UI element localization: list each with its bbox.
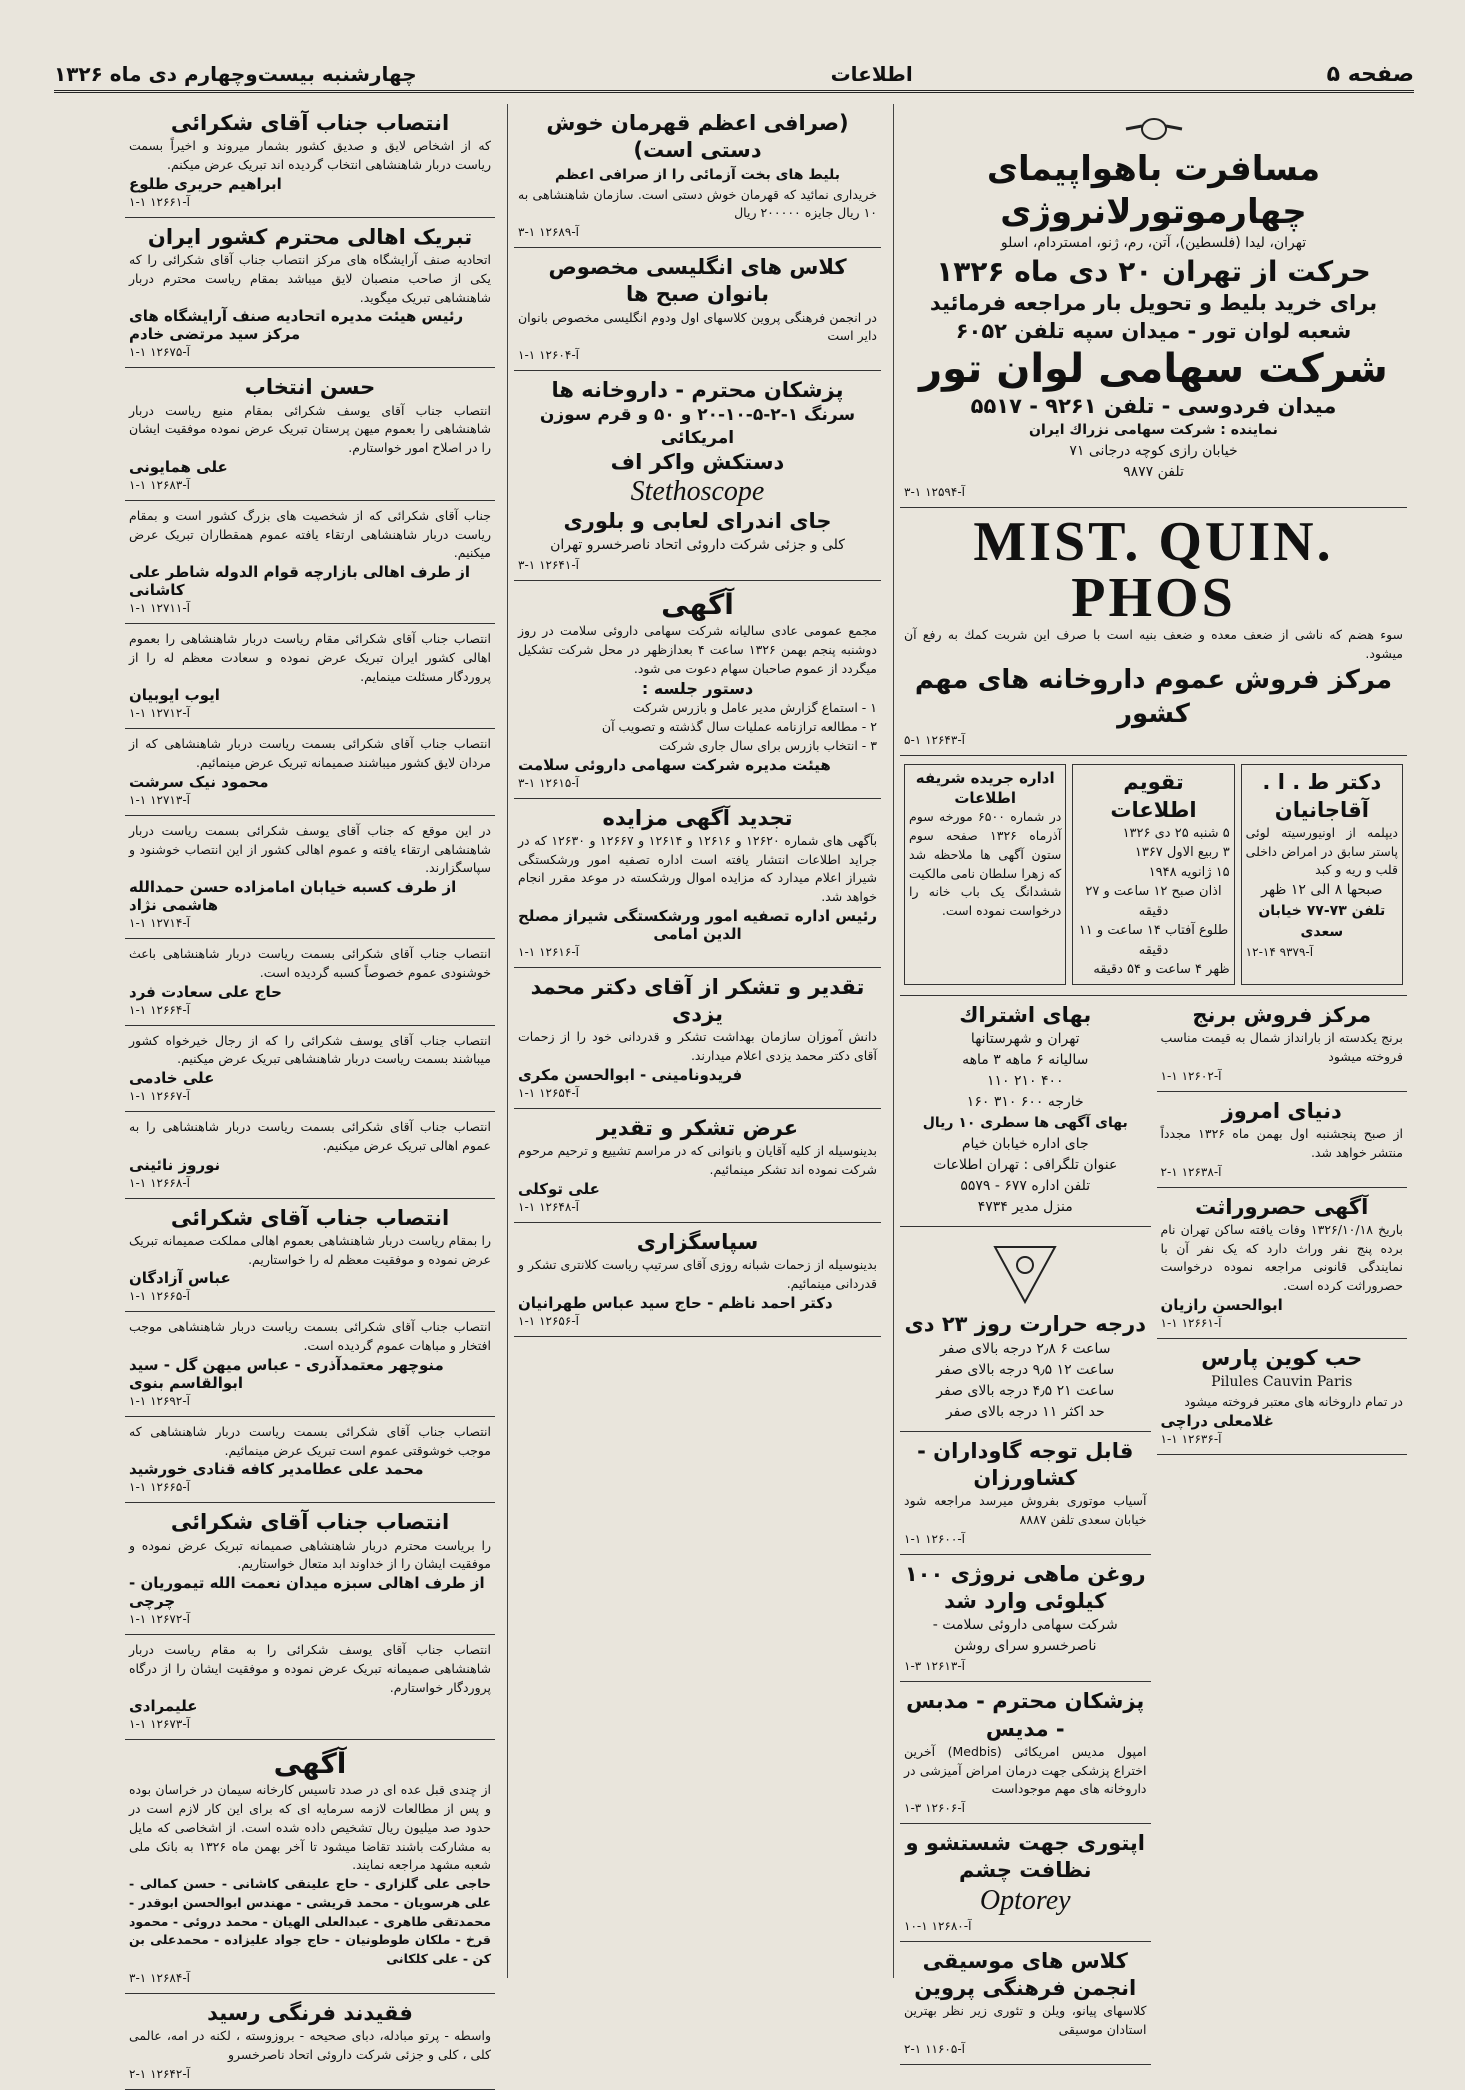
congrat-title: انتصاب جناب آقای شکرائی bbox=[170, 111, 450, 135]
congrat-text: انتصاب جناب آقای شکرائی مقام ریاست دربار شاهنشاهی را بعموم اهالی کشور ایران تبریک عرض نموده و سعادت معظم له را از پروردگار مسئلت مینمایم. bbox=[129, 631, 491, 684]
pilules-name: غلامعلی دراچی bbox=[1160, 1411, 1274, 1430]
ad-inheritance bbox=[1157, 1188, 1408, 1339]
column-middle bbox=[507, 104, 887, 1978]
congrat-ad bbox=[125, 816, 495, 939]
inheritance-title: آگهی حصروراثت bbox=[1195, 1194, 1369, 1219]
emblem-icon bbox=[904, 1237, 1147, 1307]
ad-code: آ-۱۲۶۵۴ ۱-۱ bbox=[518, 1085, 579, 1100]
meeting-title: آگهی bbox=[661, 588, 734, 622]
calendar-line: اذان صبح ۱۲ ساعت و ۲۷ دقیقه bbox=[1085, 884, 1222, 919]
congrat-text: جناب آقای شکرائی که از شخصیت های بزرگ کشور است و بمقام ریاست دربار شاهنشاهی ارتقاء یافته عموم همقطاران تبریک عرض میکنیم. bbox=[129, 507, 491, 561]
ad-optorey bbox=[900, 1824, 1151, 1942]
mist-quin-phos-center: مرکز فروش عموم داروخانه های مهم کشور bbox=[914, 664, 1393, 729]
airline-rep: نماینده : شرکت سهامی نزراك ایران bbox=[1029, 422, 1278, 439]
congrat-text: را بمقام ریاست دربار شاهنشاهی بعموم اهالی مملکت صمیمانه تبریک عرض نموده و موفقیت معظم له را خواستاریم. bbox=[129, 1232, 491, 1267]
meeting-item: ۳ - انتخاب بازرس برای سال جاری شرکت bbox=[659, 737, 877, 753]
congrat-text: که از اشخاص لایق و صدیق کشور بشمار میروند و اخیراً بسمت ریاست دربار شاهنشاهی انتخاب گردیده اند تبریک عرض میکنم. bbox=[129, 138, 491, 173]
ad-gratitude bbox=[514, 1109, 881, 1223]
ad-code: آ-۱۲۶۶۵ ۱-۱ bbox=[129, 1289, 190, 1304]
farmers-text: آسیاب موتوری بفروش میرسد مراجعه شود خیابان سعدی تلفن ۸۸۸۷ bbox=[904, 1493, 1147, 1527]
subscription-title: بهای اشتراك bbox=[959, 1002, 1092, 1027]
column-right bbox=[893, 104, 1413, 2056]
weather-row: ساعت ۲۱ ۴٫۵ درجه بالای صفر bbox=[936, 1382, 1115, 1399]
cement-title: آگهی bbox=[273, 1747, 347, 1781]
airline-departure: حرکت از تهران ۲۰ دی ماه ۱۳۲۶ bbox=[936, 255, 1371, 288]
ad-code: آ-۱۲۶۶۱ ۱-۱ bbox=[129, 194, 190, 209]
ad-code: آ-۹۳۷۹ ۱۴-۱۲ bbox=[1245, 945, 1314, 960]
calendar-line: طلوع آفتاب ۱۴ ساعت و ۱۱ دقیقه bbox=[1078, 923, 1229, 958]
ad-pilules bbox=[1157, 1339, 1408, 1455]
congrat-ad bbox=[125, 1635, 495, 1740]
ad-code: آ-۱۲۶۷۵ ۱-۱ bbox=[129, 345, 190, 360]
congrat-title: انتصاب جناب آقای شکرائی bbox=[170, 1510, 450, 1535]
ad-code: آ-۱۲۶۶۸ ۱-۱ bbox=[129, 1175, 190, 1190]
auction-title: تجدید آگهی مزایده bbox=[602, 805, 793, 830]
congrat-title: تبریک اهالی محترم کشور ایران bbox=[147, 224, 473, 249]
ad-airline bbox=[900, 104, 1407, 508]
ad-code: آ-۱۲۷۱۱ ۱-۱ bbox=[129, 601, 190, 616]
meeting-agenda: دستور جلسه : bbox=[641, 678, 754, 698]
ad-cement-factory bbox=[125, 1740, 495, 1994]
ad-code: آ-۱۲۶۰۲ ۱-۱ bbox=[1160, 1068, 1222, 1083]
congrat-ad bbox=[125, 939, 495, 1026]
congrat-sig: از طرف اهالی بازارچه قوام الدوله شاطر علی کاشانی bbox=[129, 563, 471, 600]
weather-box bbox=[900, 1227, 1151, 1431]
airline-logo-icon bbox=[904, 114, 1403, 144]
congrat-ad bbox=[125, 729, 495, 816]
airline-buy: برای خرید بلیط و تحویل بار مراجعه فرمائید bbox=[929, 291, 1378, 316]
optorey-latin: Optorey bbox=[979, 1884, 1071, 1916]
calendar-line: ظهر ۴ ساعت و ۵۴ دقیقه bbox=[1093, 962, 1230, 978]
ad-fish-oil bbox=[900, 1555, 1151, 1683]
medbis-text: امپول مدیس امریکائی (Medbis) آخرین اختراع پزشکی جهت درمان امراض آمیزشی در داروخانه های مهم موجوداست bbox=[904, 1743, 1147, 1797]
ad-code: آ-۱۲۶۶۵ ۱-۱ bbox=[129, 1480, 190, 1495]
congrat-sig: از طرف کسبه خیابان امامزاده حسن حمدالله هاشمی نژاد bbox=[129, 878, 457, 915]
sarafi-text: خریداری نمائید که قهرمان خوش دستی است. سازمان شاهنشاهی به ۱۰ ریال جایزه ۲۰۰۰۰۰ ریال bbox=[518, 186, 877, 221]
mist-quin-phos-brand: MIST. QUIN. PHOS bbox=[973, 511, 1334, 630]
meeting-sig: هیئت مدیره شرکت سهامی داروئی سلامت bbox=[518, 755, 831, 774]
ad-code: آ-۱۲۶۰۶ ۳-۱ bbox=[904, 1801, 965, 1816]
congrat-text: در این موقع که جناب آقای یوسف شکرائی بسمت ریاست دربار شاهنشاهی ارتقاء یافته و عموم اهالی کشور از این انتصاب خوشنود و سپاسگزارند. bbox=[129, 822, 491, 876]
congrat-ad bbox=[125, 501, 495, 624]
office-address: جای اداره خیابان خیام bbox=[961, 1136, 1089, 1153]
ad-sarafi-azam bbox=[514, 104, 881, 248]
congrat-text: انتصاب جناب آقای شکرائی بسمت ریاست دربار شاهنشاهی که از مردان لایق کشور میباشند صمیمانه تبریک عرض مینمائیم. bbox=[129, 736, 491, 771]
weather-row: ساعت ۶ ۲٫۸ درجه بالای صفر bbox=[940, 1340, 1111, 1357]
medbis-title: پزشکان محترم - مدبس - مدیس bbox=[906, 1689, 1145, 1741]
congrat-ad bbox=[125, 1112, 495, 1199]
congrat-sig: از طرف اهالی سبزه میدان نعمت الله تیموریان - چرچی bbox=[129, 1574, 485, 1611]
inheritance-name: ابوالحسن رازیان bbox=[1160, 1295, 1283, 1314]
meeting-text: مجمع عمومی عادی سالیانه شرکت سهامی داروئی سلامت در روز دوشنبه پنجم بهمن ۱۳۲۶ ساعت ۴ بعدازظهر در محل شرکت تشکیل میگردد از عموم صاحبان سهام دعوت می شود. bbox=[518, 623, 877, 676]
inheritance-text: باریخ ۱۳۲۶/۱۰/۱۸ وفات یافته ساکن تهران نام برده پنج نفر وراث دارد که یک نفر آن با نمایندگی قانونی مراجعه نموده درخواست حصروراثت کرده است. bbox=[1160, 1221, 1403, 1294]
meeting-item: ۲ - مطالعه ترازنامه عملیات سال گذشته و تصویب آن bbox=[601, 719, 877, 735]
pilules-latin: Pilules Cauvin Paris bbox=[1211, 1374, 1353, 1391]
thanks-doctor-sig: فریدونامینی - ابوالحسن مکری bbox=[518, 1065, 743, 1084]
ad-rice bbox=[1157, 996, 1408, 1092]
congrat-ad bbox=[125, 1312, 495, 1417]
doctor-address: تلفن ۷۳-۷۷ خیابان سعدی bbox=[1258, 903, 1386, 941]
congrat-sig: حاج علی سعادت فرد bbox=[129, 982, 282, 1001]
subscription-note: بهای آگهی ها سطری ۱۰ ریال bbox=[922, 1115, 1128, 1132]
optorey-title: اپتوری جهت شستشو و نظافت چشم bbox=[905, 1831, 1145, 1883]
office-title: اداره جریده شریفه اطلاعات bbox=[915, 769, 1055, 807]
issue-date: چهارشنبه بیست‌وچهارم دی ماه ۱۳۲۶ bbox=[54, 62, 417, 86]
pilules-title: حب کوین پارس bbox=[1201, 1345, 1363, 1370]
gratitude-title: عرض تشکر و تقدیر bbox=[596, 1115, 799, 1140]
ad-auction bbox=[514, 799, 881, 968]
ad-medbis bbox=[900, 1682, 1151, 1824]
airline-rep-address: خیابان رازی کوچه درجانی ۷۱ bbox=[1069, 443, 1238, 460]
congrat-text: انتصاب جناب آقای شکرائی بسمت ریاست دربار شاهنشاهی موجب افتخار و مباهات عموم گردیده است. bbox=[129, 1319, 491, 1354]
airline-tel: تلفن ۹۸۷۷ bbox=[1123, 464, 1184, 481]
subscription-box bbox=[900, 996, 1151, 1227]
ad-code: آ-۱۲۶۴۸ ۱-۱ bbox=[518, 1199, 579, 1214]
airline-routes: تهران، لیدا (فلسطین)، آتن، رم، ژنو، امستردام، اسلو bbox=[1000, 235, 1307, 251]
donya-title: دنیای امروز bbox=[1221, 1098, 1342, 1123]
thanks-doctor-title: تقدیر و تشکر از آقای دکتر محمد یزدی bbox=[530, 974, 865, 1027]
congrat-ad bbox=[125, 1026, 495, 1113]
music-text: کلاسهای پیانو، ویلن و تئوری زیر نظر بهترین استادان موسیقی bbox=[904, 2003, 1147, 2038]
ad-code: آ-۱۲۶۸۴ ۱-۳ bbox=[129, 1970, 190, 1985]
ad-appreciation bbox=[514, 1223, 881, 1337]
auction-text: بآگهی های شماره ۱۲۶۲۰ و ۱۲۶۱۶ و ۱۲۶۱۴ و ۱۲۶۶۷ و ۱۲۶۳۰ که در جراید اطلاعات انتشار یافته است اداره تصفیه امور ورشکستگی شیراز اعلام میدارد که مزایده اموال ورشکسته در موعد مقرر انجام خواهد شد. bbox=[518, 832, 878, 905]
page-header bbox=[54, 58, 1414, 93]
doctor-name: دکتر ط . ا . آقاجانیان bbox=[1262, 770, 1382, 822]
congrat-sig: محمد علی عطامدیر کافه قنادی خورشید bbox=[129, 1460, 424, 1479]
subscription-row: سالیانه ۶ ماهه ۳ ماهه bbox=[962, 1052, 1089, 1069]
congrat-text: انتصاب جناب آقای یوسف شکرائی بمقام منیع ریاست دربار شاهنشاهی را بعموم میهن پرستان تبریک عرض نموده موفقیت ایشان را در اصلاح امور خواستارم. bbox=[129, 402, 491, 456]
english-class-title: کلاس های انگلیسی مخصوص بانوان صبح ها bbox=[548, 255, 847, 307]
subscription-sub: تهران و شهرستانها bbox=[970, 1031, 1080, 1048]
farmers-title: قابل توجه گاوداران - کشاورزان bbox=[917, 1438, 1134, 1490]
info-block bbox=[900, 756, 1407, 996]
office-telegraph: عنوان تلگرافی : تهران اطلاعات bbox=[933, 1157, 1118, 1174]
ad-code: آ-۱۲۷۱۲ ۱-۱ bbox=[129, 706, 190, 721]
medical-text: کلی و جزئی شرکت داروئی اتحاد ناصرخسرو تهران bbox=[550, 537, 845, 554]
office-phones: تلفن اداره ۶۷۷ - ۵۵۷۹ bbox=[960, 1178, 1091, 1195]
congrat-sig: علیمرادی bbox=[129, 1697, 198, 1716]
ad-code: آ-۱۲۶۴۲ ۱-۲ bbox=[129, 2066, 190, 2081]
medical-sub: سرنگ ۱-۲-۵-۱۰-۲۰ و ۵۰ و قرم سوزن امریکائی bbox=[539, 405, 856, 448]
calendar-line: ۵ شنبه ۲۵ دی ۱۳۲۶ bbox=[1122, 825, 1230, 841]
sarafi-sub: بلیط های بخت آزمائی را از صرافی اعظم bbox=[554, 166, 841, 183]
ad-code: آ-۱۲۶۸۰ ۱-۱۰ bbox=[904, 1918, 972, 1933]
congrat-text: را بریاست محترم دربار شاهنشاهی صمیمانه تبریک عرض نموده و موفقیت ایشان را از خداوند ابد متعال خواستاریم. bbox=[129, 1537, 491, 1572]
sarafi-title: (صرافی اعظم قهرمان خوش دستی است) bbox=[546, 111, 849, 163]
congrat-text: انتصاب جناب آقای شکرائی بسمت ریاست دربار شاهنشاهی را به عموم اهالی تبریک عرض میکنیم. bbox=[129, 1119, 491, 1153]
congrat-sig: علی خادمی bbox=[129, 1069, 215, 1088]
ad-code: آ-۱۲۶۶۱ ۱-۱ bbox=[1160, 1315, 1222, 1330]
fish-oil-title: روغن ماهی نروژی ۱۰۰ کیلوئی وارد شد bbox=[904, 1561, 1146, 1613]
subscription-row: ۴۰۰ ۲۱۰ ۱۱۰ bbox=[986, 1073, 1064, 1090]
paper-name: اطلاعات bbox=[830, 62, 913, 86]
ad-code: آ-۱۲۶۹۲ ۱-۱ bbox=[129, 1393, 190, 1408]
ad-farmers bbox=[900, 1432, 1151, 1555]
congrat-text: انتصاب جناب آقای شکرائی بسمت ریاست دربار شاهنشاهی باعث خوشنودی عموم خصوصاً کسبه گردیده است. bbox=[129, 946, 491, 980]
congrat-sig: ابراهیم حریری طلوع bbox=[129, 174, 282, 193]
office-text: در شماره ۶۵۰۰ مورخه سوم آذرماه ۱۳۲۶ صفحه سوم ستون آگهی ها ملاحظه شد که زهرا سلطان نامی مالکیت ششدانگ یک باب خانه را درخواست نموده است. bbox=[909, 809, 1062, 919]
director-phone: منزل مدیر ۴۷۳۴ bbox=[977, 1199, 1073, 1216]
congrat-title: انتصاب جناب آقای شکرائی bbox=[170, 1205, 450, 1230]
ad-code: آ-۱۲۶۳۸ ۱-۲ bbox=[1160, 1164, 1222, 1179]
airline-title: مسافرت باهواپیمای چهارموتورلانروژی bbox=[986, 149, 1321, 232]
cement-text: از چندی قبل عده ای در صدد تاسیس کارخانه سیمان در خراسان بوده و پس از مطالعات لازمه سرمایه ای که برای این کار لازم است در حدود صد میلیون ریال تشخیص داده شده است. از اشخاصی که مایل به مشارکت باشند تقاضا میشود تا آخر بهمن ماه ۱۳۲۶ به بانک ملی شعبه مشهد مراجعه نمایند. bbox=[129, 1782, 491, 1873]
congrat-sig: عباس آزادگان bbox=[129, 1269, 231, 1288]
rice-text: برنج یکدسته از بارانداز شمال به قیمت مناسب فروخته میشود bbox=[1160, 1030, 1403, 1065]
appreciation-sig: دکتر احمد ناظم - حاج سید عباس طهرانیان bbox=[518, 1293, 833, 1312]
medical-brand: دستکش واکر اف bbox=[610, 449, 785, 474]
appreciation-text: بدینوسیله از زحمات شبانه روزی آقای سرتیپ ریاست کلانتری تشکر و قدردانی مینمائیم. bbox=[518, 1257, 877, 1291]
congrat-sig: علی همایونی bbox=[129, 457, 228, 476]
ad-donyaye-emrooz bbox=[1157, 1092, 1408, 1188]
stethoscope-latin: Stethoscope bbox=[630, 475, 765, 507]
ad-code: آ-۱۲۶۸۳ ۱-۱ bbox=[129, 477, 190, 492]
foreign-title: فقیدند فرنگی رسید bbox=[207, 2000, 413, 2025]
ad-english-class bbox=[514, 248, 881, 371]
calendar-title: تقویم اطلاعات bbox=[1110, 770, 1197, 822]
appreciation-title: سپاسگزاری bbox=[636, 1229, 759, 1254]
mist-quin-phos-text: سوء هضم که ناشی از ضعف معده و ضعف بنیه است با صرف این شربت کمك به رفع آن میشود. bbox=[904, 627, 1403, 662]
congrat-ad bbox=[125, 624, 495, 729]
fish-oil-text: شرکت سهامی داروئی سلامت - ناصرخسرو سرای روشن bbox=[932, 1617, 1118, 1655]
column-left bbox=[119, 104, 501, 2081]
gratitude-text: بدینوسیله از کلیه آقایان و بانوانی که در مراسم تشییع و ترحیم مرحوم شرکت نموده اند تشکر مینمائیم. bbox=[518, 1143, 877, 1177]
ad-code: آ-۱۲۶۶۴ ۱-۱ bbox=[129, 1002, 190, 1017]
doctor-text: دیپلمه از اونیورسیته لوئی پاستر سابق در امراض داخلی قلب و ریه و کبد bbox=[1245, 824, 1398, 878]
congrat-ad bbox=[125, 104, 495, 218]
ad-code: آ-۱۱۶۰۵ ۱-۲ bbox=[904, 2041, 965, 2056]
meeting-item: ۱ - استماع گزارش مدیر عامل و بازرس شرکت bbox=[632, 700, 877, 716]
doctor-hours: صبحها ۸ الی ۱۲ ظهر bbox=[1261, 882, 1383, 899]
ad-code: آ-۱۲۶۸۹ ۱-۳ bbox=[518, 225, 579, 240]
congrat-text: انتصاب جناب آقای شکرائی بسمت ریاست دربار شاهنشاهی که موجب خوشوقتی عموم است تبریک عرض مینمائیم. bbox=[129, 1423, 491, 1458]
congrat-sig: رئیس هیئت مدیره اتحادیه صنف آرایشگاه های مرکز سید مرتضی خادم bbox=[129, 307, 464, 344]
ad-meeting-notice bbox=[514, 581, 881, 798]
congrat-sig: محمود نیک سرشت bbox=[129, 772, 269, 791]
ad-code: آ-۱۲۶۴۳ ۱-۵ bbox=[904, 733, 965, 748]
airline-company: شرکت سهامی لوان تور bbox=[919, 345, 1388, 392]
congrat-sig: نوروز نائینی bbox=[129, 1155, 221, 1174]
medical-line: جای اندرای لعابی و بلوری bbox=[563, 508, 832, 533]
ad-code: آ-۱۲۶۳۶ ۱-۱ bbox=[1160, 1431, 1222, 1446]
congrat-text: انتصاب جناب آقای یوسف شکرائی را به مقام ریاست دربار شاهنشاهی صمیمانه تبریک عرض نموده و موفقیت ایشان را از درگاه پروردگار خواستارم. bbox=[129, 1642, 491, 1695]
congrat-ad bbox=[125, 1417, 495, 1504]
congrat-ad bbox=[125, 1503, 495, 1635]
weather-row: ساعت ۱۲ ۹٫۵ درجه بالای صفر bbox=[936, 1361, 1115, 1378]
calendar-line: ۳ ربیع الاول ۱۳۶۷ bbox=[1134, 845, 1230, 861]
congrat-sig: منوچهر معتمدآذری - عباس میهن گل - سید ابوالقاسم بنوی bbox=[129, 1355, 444, 1392]
thanks-doctor-text: دانش آموزان سازمان بهداشت تشکر و قدردانی خود را از زحمات آقای دکتر محمد یزدی اعلام میدارند. bbox=[518, 1029, 877, 1064]
auction-sig: رئیس اداره تصفیه امور ورشکستگی شیراز مصلح الدین امامی bbox=[518, 906, 877, 943]
ad-code: آ-۱۲۷۱۴ ۱-۱ bbox=[129, 916, 190, 931]
cement-names: حاجی علی گلزاری - حاج علینقی کاشانی - حسن کمالی - علی هرسویان - محمد قریشی - مهندس ابوالحسن ابوقدر - محمدتقی طاهری - عبدالعلی الهیان - محمد دروئی - محمود قرخ - ملکان طوطونیان - حاج جواد علیزاده - محمدعلی بن کن - علی کلکانی bbox=[129, 1876, 491, 1967]
ad-code: آ-۱۲۶۷۲ ۱-۱ bbox=[129, 1612, 190, 1627]
congrat-ad bbox=[125, 218, 495, 369]
ad-music bbox=[900, 1942, 1151, 2065]
pilules-text: در تمام داروخانه های معتبر فروخته میشود bbox=[1184, 1394, 1403, 1410]
ad-code: آ-۱۲۶۱۳ ۳-۱ bbox=[904, 1659, 965, 1674]
calendar-line: ۱۵ ژانویه ۱۹۴۸ bbox=[1148, 864, 1230, 880]
ad-code: آ-۱۲۶۴۱ ۱-۳ bbox=[518, 558, 579, 573]
ad-foreign-arrival bbox=[125, 1994, 495, 2090]
ad-code: آ-۱۲۶۷۳ ۱-۱ bbox=[129, 1717, 190, 1732]
medical-title: پزشکان محترم - داروخانه ها bbox=[551, 378, 844, 403]
congrat-title: حسن انتخاب bbox=[244, 375, 376, 400]
calendar-box bbox=[1072, 764, 1234, 985]
ad-code: آ-۱۲۷۱۳ ۱-۱ bbox=[129, 792, 190, 807]
congrat-ad bbox=[125, 368, 495, 501]
rice-title: مرکز فروش برنج bbox=[1192, 1002, 1372, 1027]
congrat-sig: ایوب ایوبیان bbox=[129, 686, 220, 705]
ad-mist-quin-phos bbox=[900, 508, 1407, 756]
music-title: کلاس های موسیقی انجمن فرهنگی پروین bbox=[914, 1948, 1137, 2000]
ad-code: آ-۱۲۶۰۴ ۱-۱ bbox=[518, 348, 579, 363]
page-number: صفحه ۵ bbox=[1326, 61, 1414, 87]
ad-code: آ-۱۲۶۶۷ ۱-۱ bbox=[129, 1089, 190, 1104]
airline-address: میدان فردوسی - تلفن ۹۲۶۱ - ۵۵۱۷ bbox=[970, 393, 1337, 418]
ad-code: آ-۱۲۶۱۶ ۱-۱ bbox=[518, 944, 579, 959]
english-class-text: در انجمن فرهنگی پروین کلاسهای اول ودوم انگلیسی مخصوص بانوان دایر است bbox=[518, 309, 877, 344]
ad-medical-supplies bbox=[514, 371, 881, 581]
foreign-text: واسطه - پرتو مبادله، دبای صحیحه - بروزوسته ، لکنه در امه، عالمی کلی ، کلی و جزئی شرکت داروئی اتحاد ناصرخسرو bbox=[129, 2028, 491, 2063]
doctor-ad bbox=[1241, 764, 1403, 985]
congrat-ad bbox=[125, 1199, 495, 1313]
subscription-row: خارجه ۶۰۰ ۳۱۰ ۱۶۰ bbox=[966, 1094, 1084, 1111]
weather-row: حد اکثر ۱۱ درجه بالای صفر bbox=[945, 1403, 1105, 1420]
ad-thanks-doctor bbox=[514, 968, 881, 1109]
airline-branch: شعبه لوان تور - میدان سپه تلفن ۶۰۵۲ bbox=[955, 318, 1352, 343]
office-notice bbox=[904, 764, 1066, 985]
donya-text: از صبح پنجشنبه اول بهمن ماه ۱۳۲۶ مجدداً منتشر خواهد شد. bbox=[1160, 1126, 1403, 1160]
weather-title: درجه حرارت روز ۲۳ دی bbox=[904, 1312, 1146, 1337]
ad-code: آ-۱۲۶۵۶ ۱-۱ bbox=[518, 1313, 579, 1328]
congrat-text: اتحادیه صنف آرایشگاه های مرکز انتصاب جناب آقای شکرائی را که یکی از صاحب منصبان لایق میباشد بمقام ریاست محترم دربار شاهنشاهی تبریک میگوید. bbox=[129, 252, 491, 305]
ad-code: آ-۱۲۶۱۵ ۱-۳ bbox=[518, 775, 579, 790]
congrat-text: انتصاب جناب آقای یوسف شکرائی را که از رجال خیرخواه کشور میباشند بسمت ریاست دربار شاهنشاهی تبریک عرض میکنیم. bbox=[129, 1032, 491, 1067]
gratitude-sig: علی توکلی bbox=[518, 1179, 600, 1198]
ad-code: آ-۱۲۵۹۴ ۱-۳ bbox=[904, 485, 965, 500]
ad-code: آ-۱۲۶۰۰ ۱-۱ bbox=[904, 1531, 965, 1546]
